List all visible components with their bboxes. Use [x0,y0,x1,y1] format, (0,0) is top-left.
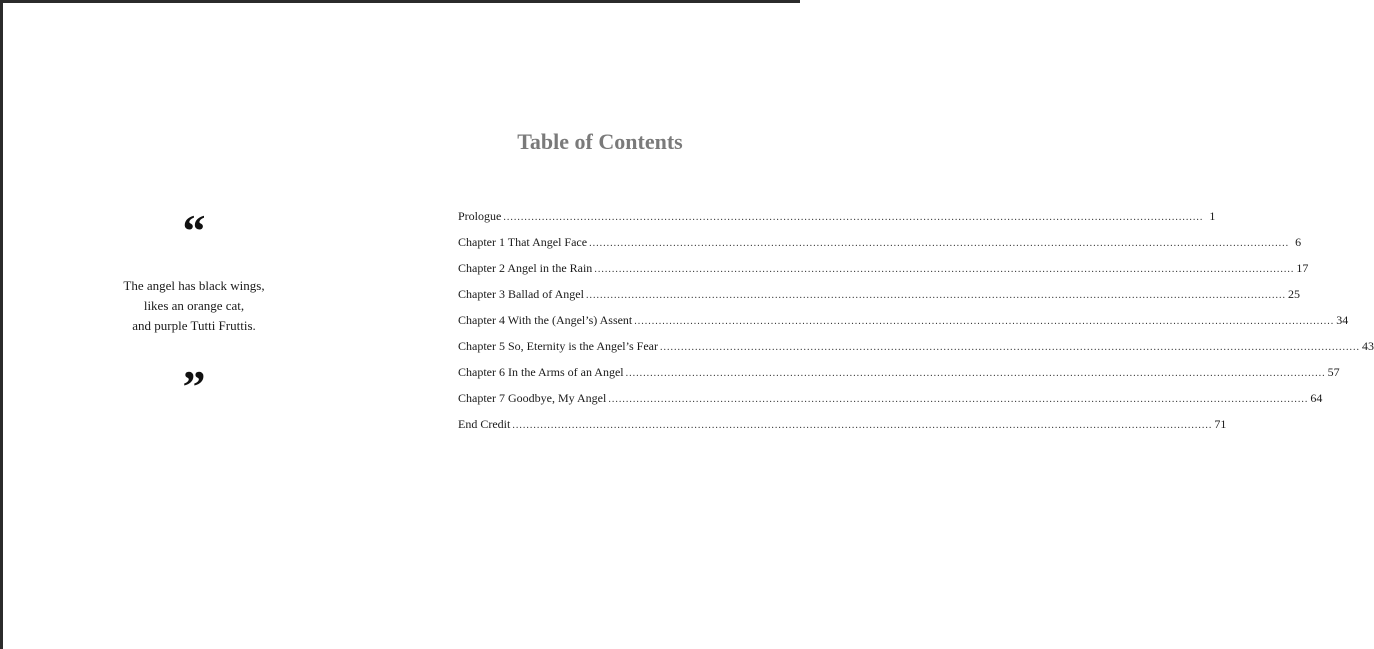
toc-entry-label: Chapter 3 Ballad of Angel [458,287,584,301]
toc-leader-dots: ........................................................................................................................................................................................................ [608,394,1309,405]
epigraph-line: The angel has black wings, [123,278,265,293]
toc-entry-label: End Credit [458,417,511,431]
toc-entry[interactable] [458,359,1340,385]
toc-title: Table of Contents [517,129,683,154]
epigraph-line: and purple Tutti Fruttis. [132,318,256,333]
toc-entry-page: 1 [1209,209,1216,223]
toc-leader-dots: ........................................................................................................................................................................................................ [589,238,1290,249]
toc-leader-dots: ........................................................................................................................................................................................................ [503,212,1204,223]
toc-entry-label: Chapter 1 That Angel Face [458,235,588,249]
toc-entry-label: Chapter 5 So, Eternity is the Angel’s Fear [458,339,658,353]
toc-entry[interactable] [458,203,1216,229]
toc-leader-dots: ........................................................................................................................................................................................................ [512,420,1213,431]
toc-leader-dots: ........................................................................................................................................................................................................ [659,342,1360,353]
closing-quote-mark: ” [182,361,206,412]
toc-entry[interactable] [458,255,1309,281]
toc-entry-label: Chapter 4 With the (Angel’s) Assent [458,313,633,327]
toc-entry-page: 64 [1310,391,1323,405]
toc-list [458,203,1374,437]
epigraph-text [60,276,328,336]
toc-entry-label: Chapter 2 Angel in the Rain [458,261,593,275]
epigraph-line: likes an orange cat, [143,298,245,313]
toc-entry-page: 57 [1327,365,1340,379]
toc-entry-label: Chapter 7 Goodbye, My Angel [458,391,607,405]
toc-entry[interactable] [458,229,1302,255]
toc-entry-page: 17 [1296,261,1309,275]
toc-entry[interactable] [458,281,1300,307]
toc-entry-label: Prologue [458,209,502,223]
toc-leader-dots: ........................................................................................................................................................................................................ [634,316,1335,327]
toc-entry-page: 34 [1336,313,1349,327]
toc-entry-page: 6 [1295,235,1302,249]
toc-entry[interactable] [458,385,1323,411]
toc-leader-dots: ........................................................................................................................................................................................................ [625,368,1326,379]
toc-entry-page: 43 [1361,339,1374,353]
window-top-border [0,0,800,3]
epigraph-page [60,200,328,410]
toc-entry[interactable] [458,411,1227,437]
toc-entry[interactable] [458,333,1374,359]
toc-leader-dots: ........................................................................................................................................................................................................ [585,290,1286,301]
window-left-border [0,0,3,649]
toc-entry-page: 25 [1287,287,1300,301]
toc-entry[interactable] [458,307,1349,333]
toc-entry-page: 71 [1214,417,1227,431]
opening-quote-mark: “ [182,205,206,256]
toc-leader-dots: ........................................................................................................................................................................................................ [594,264,1295,275]
toc-entry-label: Chapter 6 In the Arms of an Angel [458,365,624,379]
